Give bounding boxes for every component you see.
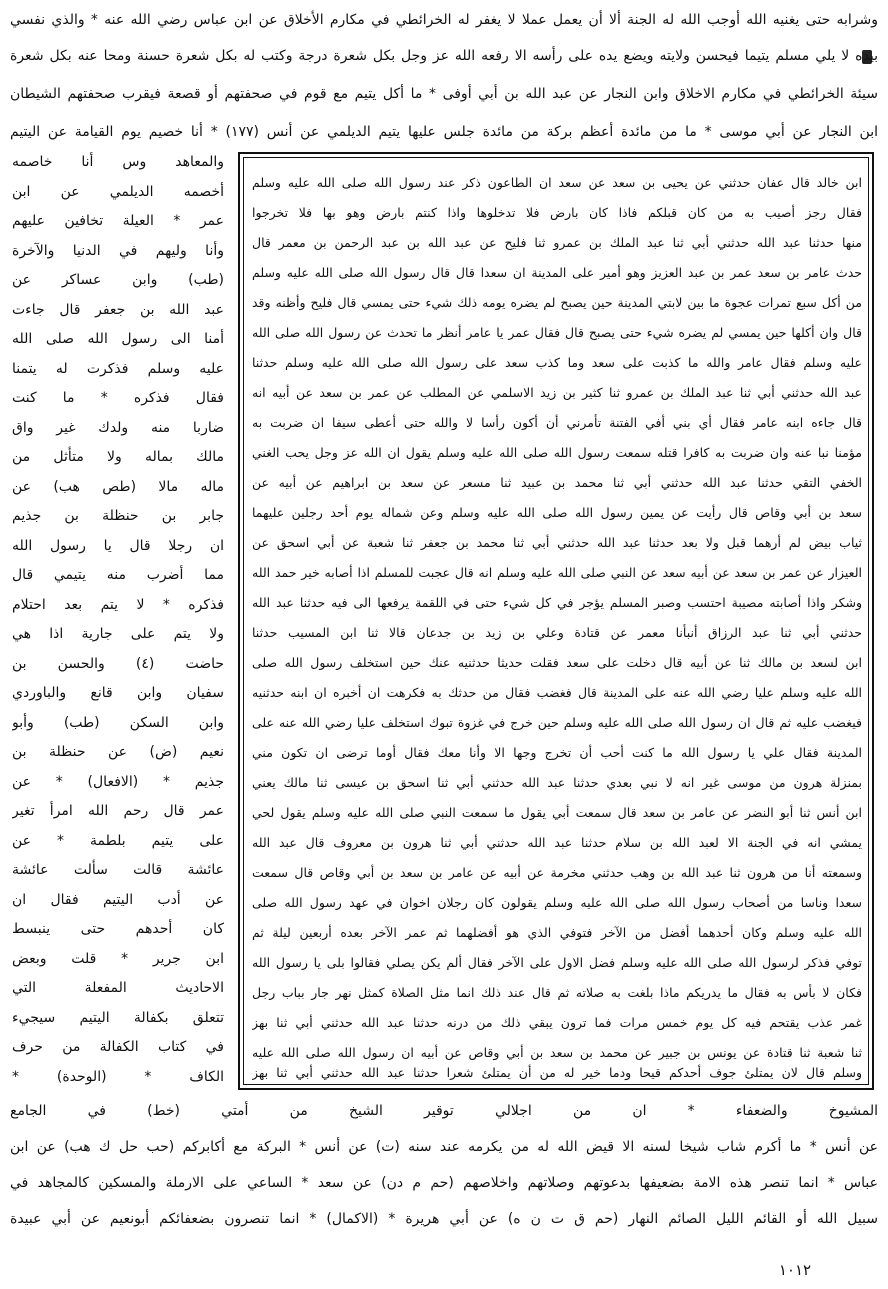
main-text-line: مؤمنا نبا عنه وان ضربت به كافرا قتله سمعت رسول الله صلى الله عليه وسلم يقول ان الله عز وجل يحب الغني xyxy=(252,445,862,460)
main-text-line: المدينة فقال علي يا رسول الله ما كنت أحب أن تخرج وجها الا وأنا معك فقال أوما ترضى ان تكون مني xyxy=(252,745,862,760)
main-text-line: ثنا شعبة ثنا قتادة عن يونس بن جبير عن محمد بن سعد بن أبي وقاص عن أبيه ان رسول الله صلى الله عليه xyxy=(252,1045,862,1060)
main-text-line: يمشي انه في الجنة الا لعبد الله بن سلام حدثنا عبد الله حدثني أبي ثنا هرون بن معروف قال عبد الله xyxy=(252,835,862,850)
top-text-line: وشرابه حتى يغنيه الله أوجب الله له الجنة ألا أن يعمل عملا لا يغفر له الخرائطي في مكارم الأخلاق عن ابن عباس رضي الله عنه * والذي نفسي xyxy=(10,12,878,28)
side-text-line: أخصمه الديلمي عن ابن xyxy=(12,183,224,200)
side-text-line: وأنا وليهم في الدنيا والآخرة xyxy=(12,242,224,259)
main-text-line: حدث عامر بن سعد عمر بن عبد العزيز وهو أمير على المدينة ان سعدا قال قال رسول الله صلى الله عليه وسلم xyxy=(252,265,862,280)
top-text-line: سيئة الخرائطي في مكارم الاخلاق وابن النجار عن عبد الله بن أبي أوفى * ما أكل يتيم مع قوم في صحفتهم أو قصعة فيقرب صحفتهم الشيطان xyxy=(10,86,878,102)
main-text-line: حدثني أبي ثنا عبد الرزاق أنبأنا معمر عن قتادة وعلي بن زيد بن جدعان قالا ثنا ابن المسيب حدثنا xyxy=(252,625,862,640)
main-text-line: من أكل سبع تمرات عجوة ما بين لابتي المدينة حين يصبح لم يضره يومه ذلك شيء حتى يمسي قال فليح وأظنه وقد xyxy=(252,295,862,310)
main-text-line: سعد بن أبي وقاص قال رأيت عن يمين رسول الله صلى الله عليه وسلم وعن شماله يوم أحد رجلين عليهما xyxy=(252,505,862,520)
main-text-line: فيغضب عليه ثم قال ان رسول الله صلى الله عليه وسلم حين خرج في غزوة تبوك استخلف عليا رضي الله عنه على xyxy=(252,715,862,730)
bottom-text-line: عباس * انما تنصر هذه الامة بضعيفها بدعوتهم وصلاتهم واخلاصهم (حم م دن) عن سعد * الساعي على الارملة والمسكين كالمجاهد في xyxy=(10,1175,878,1191)
side-text-line: حاضت (٤) والحسن بن xyxy=(12,655,224,672)
main-text-line: العيزار عن عمر بن سعد عن أبيه سعد عن النبي صلى الله عليه وسلم انه قال عجبت للمسلم اذا أصابه خير حمد الله xyxy=(252,565,862,580)
main-text-line: ابن لسعد بن مالك ثنا عن أبيه قال دخلت على سعد فقلت حديثا حدثنيه عنك حين استخلف رسول الله صلى xyxy=(252,655,862,670)
main-text-line: عبد الله حدثني أبي ثنا عبد الملك بن عمرو ثنا كثير بن زيد الاسلمي عن المطلب عن عمر بن سعد عن أبيه انه xyxy=(252,385,862,400)
main-text-line: الله عليه وسلم وكان أحدهما أفضل من الآخر فتوفي الذي هو أفضلهما ثم عمر الآخر بعده أربعين ليلة ثم xyxy=(252,925,862,940)
side-text-line: على يتيم بلطمة * عن xyxy=(12,832,224,849)
main-text-line: ثياب بيض لم أرهما قبل ولا بعد حدثنا عبد الله حدثني أبي ثنا محمد بن جعفر ثنا شعبة عن أبي اسحق عن xyxy=(252,535,862,550)
main-text-line: الله عليه وسلم عليا رضي الله عنه على المدينة قال فغضب فقال من حدثك به فكرهت ان أخبره ان ابنه حدثنيه xyxy=(252,685,862,700)
side-text-line: الكاف * (الوحدة) * xyxy=(12,1068,224,1085)
main-text-line: سعدا وناسا من أصحاب رسول الله صلى الله عليه وسلم يقولون كان رجلان اخوان في عهد رسول الله صلى xyxy=(252,895,862,910)
side-text-line: (طب) وابن عساكر عن xyxy=(12,272,224,288)
bottom-text-line: عن أنس * ما أكرم شاب شيخا لسنه الا قيض الله له من يكرمه عند سنه (ت) عن أنس * البركة مع أكابركم (حب حل ك هب) عن ابن xyxy=(10,1139,878,1155)
main-text-line: قال جاءه ابنه عامر فقال أي بني أفي الفتنة تأمرني أن أكون رأسا لا والله حتى أعطى سيفا ان ضربت به xyxy=(252,415,862,430)
main-text-line: غمر عذب يقتحم فيه كل يوم خمس مرات فما ترون يبقي ذلك من درنه حدثنا عبد الله حدثني أبي ثنا بهز xyxy=(252,1015,862,1030)
side-text-line: ابن جرير * قلت وبعض xyxy=(12,950,224,967)
page-number: ١٠١٢ xyxy=(778,1261,812,1279)
main-text-line: عليه وسلم فقال عامر والله ما كذبت على سعد وما كذب سعد على رسول الله صلى الله عليه وسلم حدثنا xyxy=(252,355,862,370)
main-text-line: فكان لا بأس به فقال ما يدريكم ماذا بلغت به صلاته ثم قال عند ذلك انما مثل الصلاة كمثل نهر جار بباب رجل xyxy=(252,985,862,1000)
main-text-line: فقال رجز أصيب به من كان قبلكم فاذا كان بارض فلا تدخلوها واذا كنتم بارض وهو بها فلا تخرجوا xyxy=(252,205,862,220)
side-text-line: ان رجلا قال يا رسول الله xyxy=(12,537,224,554)
side-text-line: نعيم (ض) عن حنظلة بن xyxy=(12,744,224,760)
side-text-line: عبد الله بن جعفر قال جاءت xyxy=(12,301,224,318)
side-text-line: عن أدب اليتيم فقال ان xyxy=(12,891,224,908)
top-text-line: بيده لا يلي مسلم يتيما فيحسن ولايته ويضع يده على رأسه الا رفعه الله عز وجل بكل شعرة درجة وكتب له بكل شعرة حسنة ومحا عنه بكل شعرة xyxy=(10,48,878,64)
side-text-line: عمر * العيلة تخافين عليهم xyxy=(12,213,224,229)
main-text-line: بمنزلة هرون من موسى غير انه لا نبي بعدي حدثنا عبد الله حدثني أبي ثنا اسحق بن عيسى ثنا مالك يعني xyxy=(252,775,862,790)
main-text-line: ابن أنس ثنا أبو النضر عن عامر بن سعد قال سمعت أبي يقول ما سمعت النبي صلى الله عليه وسلم يقول لحي xyxy=(252,805,862,820)
main-text-line: وسمعته أنا من هرون ثنا عبد الله بن وهب حدثني مخرمة عن أبيه عن عامر بن سعد بن أبي وقاص قال سمعت xyxy=(252,865,862,880)
side-text-line: كان أحدهم حتى ينبسط xyxy=(12,921,224,937)
main-text-line: وشكر واذا أصابته مصيبة احتسب وصبر المسلم يؤجر في كل شيء حتى في اللقمة يرفعها الى فيه حدثنا عبد الله xyxy=(252,595,862,610)
side-text-line: وابن السكن (طب) وأبو xyxy=(12,714,224,731)
side-text-line: عائشة قالت سألت عائشة xyxy=(12,862,224,878)
main-text-line: منها حدثنا عبد الله حدثني أبي ثنا عبد الملك بن عمرو ثنا فليح عن عبد الله بن عبد الرحمن بن معمر قال xyxy=(252,235,862,250)
side-text-line: ماله مالا (طص هب) عن xyxy=(12,478,224,495)
top-text-line: ابن النجار عن أبي موسى * ما من مائدة أعظم بركة من مائدة جلس عليها يتيم الديلمي عن أنس (١٧٧) * أنا خصيم يوم القيامة عن اليتيم xyxy=(10,124,878,140)
side-text-line: جذيم * (الافعال) * عن xyxy=(12,773,224,790)
side-text-line: فقال فذكره * ما كنت xyxy=(12,390,224,406)
bottom-text-line: المشيوخ والضعفاء * ان من اجلالي توقير الشيخ من أمتي (خط) في الجامع xyxy=(10,1103,878,1119)
side-text-line: الاحاديث المفعلة التي xyxy=(12,980,224,996)
side-text-line: سفيان وابن قانع والباوردي xyxy=(12,685,224,701)
side-text-line: مما أضرب منه يتيمي قال xyxy=(12,567,224,583)
main-text-line: قال وان أكلها حين يمسي لم يضره شيء حتى يصبح قال فقال عمر يا عامر أنظر ما تحدث عن رسول الله صلى الله xyxy=(252,325,862,340)
side-text-line: تتعلق بكفالة اليتيم سيجيء xyxy=(12,1009,224,1026)
side-text-line: في كتاب الكفالة من حرف xyxy=(12,1039,224,1055)
main-text-line: توفي فذكر لرسول الله صلى الله عليه وسلم فضل الاول على الآخر فقال ألم يكن يصلي فقالوا بلى يا رسول الله xyxy=(252,955,862,970)
bottom-text-line: سبيل الله أو القائم الليل الصائم النهار (حم ق ت ن ه) عن أبي هريرة * (الاكمال) * انما تنصرون بضعفائكم أبونعيم عن أبي عبيدة xyxy=(10,1211,878,1227)
side-text-line: عمر قال رحم الله امرأ تغير xyxy=(12,803,224,819)
side-text-line: عليه وسلم فذكرت له يتمنا xyxy=(12,360,224,377)
side-text-line: ضاربا منه ولدك غير واق xyxy=(12,419,224,436)
side-text-line: ولا يتم على جارية اذا هي xyxy=(12,626,224,642)
main-text-line: ابن خالد قال عفان حدثني عن يحيى بن سعد عن سعد ان الطاعون ذكر عند رسول الله صلى الله عليه وسلم xyxy=(252,175,862,190)
side-text-line: مالك بماله ولا متأثل من xyxy=(12,449,224,465)
side-text-line: جابر بن حنظلة بن جذيم xyxy=(12,508,224,524)
side-text-line: أمنا الى رسول الله صلى الله xyxy=(12,331,224,347)
side-text-line: فذكره * لا يتم بعد احتلام xyxy=(12,596,224,613)
side-text-line: والمعاهد وس أنا خاصمه xyxy=(12,154,224,170)
main-text-line: الخفي التقي حدثنا عبد الله حدثني أبي ثنا محمد بن عبيد ثنا مسعر عن سعد بن ابراهيم عن أبيه عن xyxy=(252,475,862,490)
main-text-line: وسلم قال لان يمتلئ جوف أحدكم قيحا ودما خير له من أن يمتلئ شعرا حدثنا عبد الله حدثني أبي ثنا بهز xyxy=(252,1065,862,1080)
